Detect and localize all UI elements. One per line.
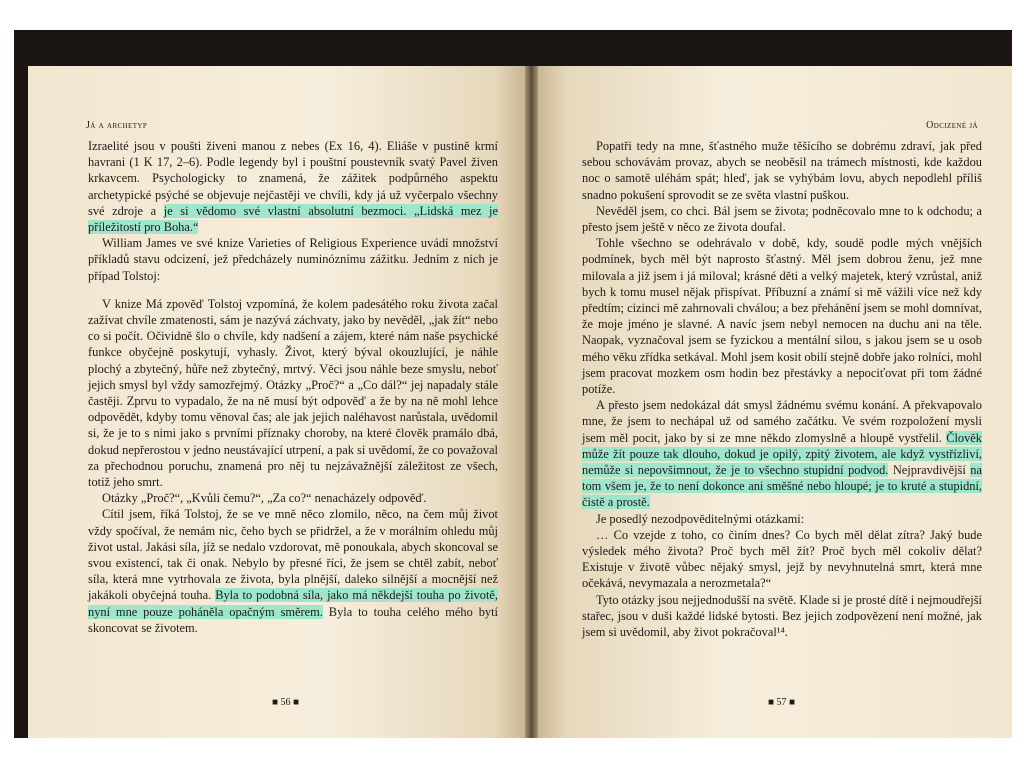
paragraph: William James ve své knize Varieties of Religious Experience uvádí množství příkladů stavu odcizení, jež předcházely numinóznímu zážitku. Jedním z nich je případ Tolstoj: — [88, 236, 498, 283]
left-page — [28, 66, 525, 738]
book-spine — [525, 66, 538, 738]
quote-paragraph: Cítil jsem, říká Tolstoj, že se ve mně něco zlomilo, něco, na čem můj život vždy spočíval, že nemám nic, čeho bych se přidržel, a že v morálním ohledu můj život ustal. Jakási síla, jíž se nedalo vzdorovat, mě ponoukala, abych skoncoval se svou existencí, tak či onak. Nebylo by přesné říci, že jsem se chtěl zabít, neboť síla, která mne vytrhovala ze života, byla plnější, daleko silnější a mocnější než jakákoli obyčejná touha. Byla to podobná síla, jako má někdejší touha po životě, nyní mne pouze poháněla opačným směrem. Byla to touha celého mého bytí skoncovat se životem. — [88, 507, 498, 635]
paragraph: Tyto otázky jsou nejjednodušší na světě. Klade si je prosté dítě i nejmoudřejší stařec, jsou v duši každé lidské bytosti. Bez jejich zodpovězení není možné, jak jsem si uvědomil, aby život pokračoval¹⁴. — [582, 592, 982, 640]
paragraph: Tohle všechno se odehrávalo v době, kdy, soudě podle mých vnějších podmínek, bych měl být naprosto šťastný. Měl jsem dobrou ženu, jež mne milovala a již jsem i já miloval; krásné děti a velký majetek, který vzrůstal, aniž bych k tomu musel nějak přispívat. Příbuzní a známí si mě vážili více než kdy předtím; cizinci mě zahrnovali chválou; a bez přehánění jsem se mohl domnívat, že moje jméno je slavné. A navíc jsem nebyl nemocen na duchu ani na těle. Naopak, vyznačoval jsem se fyzickou a mentální silou, s jakou jsem se u osob mého věku zřídka setkával. Mohl jsem kosit obilí stejně dobře jako rolníci, mohl jsem pracovat mozkem osm hodin bez přestávky a nepociťovat při tom žádné potíže. — [582, 236, 982, 397]
page-number: ■ 56 ■ — [272, 697, 300, 708]
paragraph: … Co vzejde z toho, co činím dnes? Co bych měl dělat zítra? Jaký bude výsledek mého života? Proč bych měl žít? Proč bych měl cokoliv dělat? Existuje v životě vůbec nějaký smysl, jejž by nevyhnutelná smrt, která mne očekává, nevymazala a nerozmetala?“ — [582, 527, 982, 591]
highlighted-text: Byla to podobná síla, jako má někdejší touha po životě, nyní mne pouze poháněla opačným směrem. — [88, 588, 498, 619]
highlighted-text: Člověk může žít pouze tak dlouho, dokud je opilý, zpitý životem, ale když vystřízliví, nemůže si nepovšimnout, že je to všechno stupidní podvod. — [582, 430, 982, 478]
paragraph: Izraelité jsou v poušti živeni manou z nebes (Ex 16, 4). Eliáše v pustině krmí havrani (1 K 17, 2–6). Podle legendy byl i pouštní poustevník svatý Pavel živen krkavcem. Psychologicky to znamená, že zážitek podpůrného aspektu archetypické psýché se objevuje nejčastěji ve chvíli, kdy já už vyčerpalo všechny své zdroje a je si vědomo své vlastní absolutní bezmoci. „Lidská mez je příležitostí pro Boha.“ — [88, 139, 498, 235]
running-header: Odcizené já — [926, 120, 978, 131]
page-text — [88, 138, 498, 636]
quote-paragraph: V knize Má zpověď Tolstoj vzpomíná, že kolem padesátého roku života začal zažívat chvíle zmatenosti, sám je nazývá záchvaty, jako by nevěděl, „jak žít“ nebo co si počít. Očividně šlo o chvíle, kdy nadšení a zájem, které nám naše psychické funkce obyčejně poskytují, vyhasly. Život, který býval okouzlující, je náhle plochý a zbytečný, hůře než zbytečný, mrtvý. Věci jsou náhle beze smyslu, neboť jejich smysl byl vždy samozřejmý. Otázky „Proč?“ a „Co dál?“ jej napadaly stále častěji. Zprvu to vypadalo, že na ně musí být odpověď a že by na ně mohl lehce odpovědět, kdyby tomu věnoval čas; ale jak jejich naléhavost narůstala, uvědomil si, že je to s nimi jako s prvními příznaky choroby, na které člověk pramálo dbá, dokud nepřerostou v jedno neustávající utrpení, a pak si uvědomí, že co považoval za přechodnou poruchu, znamená pro něj tu nejzávažnější záležitost ze všech, totiž jeho smrt. — [88, 296, 498, 490]
page-text — [582, 138, 982, 640]
paragraph: A přesto jsem nedokázal dát smysl žádnému svému konání. A překvapovalo mne, že jsem to nechápal už od samého začátku. Ve svém rozpoložení mysli jsem měl pocit, jako by si ze mne někdo zlomyslně a hloupě vystřelil. Člověk může žít pouze tak dlouho, dokud je opilý, zpitý životem, ale když vystřízliví, nemůže si nepovšimnout, že je to všechno stupidní podvod. Nejpravdivější na tom všem je, že to není dokonce ani směšné nebo hloupé; je to kruté a stupidní, čistě a prostě. — [582, 398, 982, 510]
page-number: ■ 57 ■ — [768, 697, 796, 708]
quote-paragraph: Otázky „Proč?“, „Kvůli čemu?“, „Za co?“ nenacházely odpověď. — [102, 491, 427, 506]
running-header: Já a archetyp — [86, 120, 148, 131]
highlighted-text: na tom všem je, že to není dokonce ani směšné nebo hloupé; je to kruté a stupidní, čistě a prostě. — [582, 463, 982, 510]
paragraph: Popatři tedy na mne, šťastného muže těšícího se dobrému zdraví, jak před sebou schovávám provaz, abych se neoběsil na trámech místnosti, kde každou noc o samotě uléhám spát; hleď, jak se vyhýbám lovu, abych nepodlehl příliš snadno pokušení sprovodit se ze světa vlastní puškou. — [582, 139, 982, 202]
open-book — [14, 30, 1012, 738]
paragraph: Je posedlý nezodpověditelnými otázkami: — [596, 511, 805, 526]
right-page — [538, 66, 1012, 738]
highlighted-text: je si vědomo své vlastní absolutní bezmoci. „Lidská mez je příležitostí pro Boha.“ — [88, 203, 498, 235]
paragraph: Nevěděl jsem, co chci. Bál jsem se života; podněcovalo mne to k odchodu; a přesto jsem ještě v něco ze života doufal. — [582, 203, 982, 235]
